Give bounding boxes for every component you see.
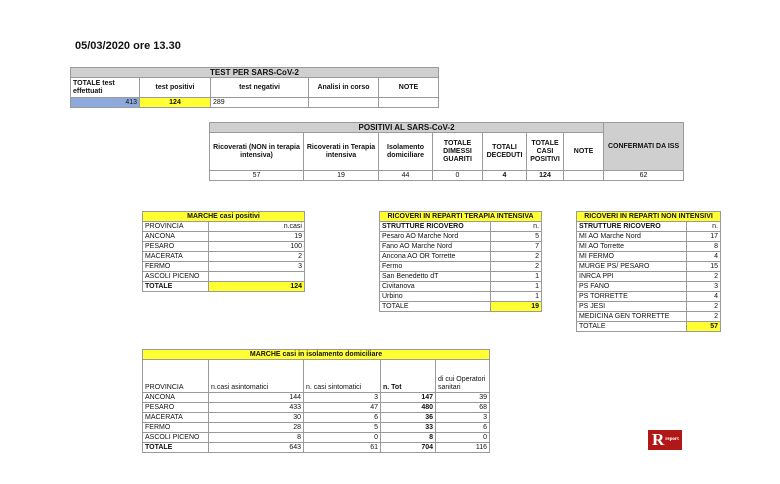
row-label: MACERATA (143, 413, 209, 423)
table-row (577, 272, 721, 282)
test-table (70, 67, 439, 108)
table-row (143, 413, 490, 423)
cell: 30 (209, 413, 304, 423)
row-label: ASCOLI PICENO (143, 433, 209, 443)
value-confermati-iss: 62 (604, 171, 684, 181)
cell: 6 (304, 413, 381, 423)
total-label: TOTALE (143, 443, 209, 453)
table-row (577, 282, 721, 292)
row-label: PESARO (143, 403, 209, 413)
total-label: TOTALE (143, 282, 209, 292)
isolamento-header-provincia: PROVINCIA (143, 360, 209, 393)
total-value: 124 (209, 282, 305, 292)
cell: 3 (304, 393, 381, 403)
marche-positivi-col2: n.casi (209, 222, 305, 232)
logo-sup: report (665, 437, 679, 442)
row-label: FERMO (143, 262, 209, 272)
table-row (380, 262, 542, 272)
table-row (143, 232, 305, 242)
value-positivi-note (564, 171, 604, 181)
row-label: ASCOLI PICENO (143, 272, 209, 282)
terapia-intensiva-table (379, 211, 542, 312)
cell: 433 (209, 403, 304, 413)
total-label: TOTALE (380, 302, 491, 312)
value-deceduti: 4 (483, 171, 527, 181)
header-test-negativi: test negativi (211, 78, 309, 98)
row-label: Civitanova (380, 282, 491, 292)
table-row (380, 292, 542, 302)
cell: 8 (381, 433, 436, 443)
row-label: ANCONA (143, 393, 209, 403)
table-row (380, 272, 542, 282)
row-label: Urbino (380, 292, 491, 302)
value-totale-test: 413 (71, 98, 140, 108)
table-row (143, 242, 305, 252)
header-ricoverati-ti: Ricoverati in Terapia intensiva (304, 133, 379, 171)
cell: 0 (304, 433, 381, 443)
value-isolamento: 44 (379, 171, 433, 181)
page-title: 05/03/2020 ore 13.30 (75, 40, 181, 52)
table-row (577, 262, 721, 272)
value-ricoverati-non-ti: 57 (210, 171, 304, 181)
cell: 144 (209, 393, 304, 403)
table-row (380, 232, 542, 242)
row-label: MEDICINA GEN TORRETTE (577, 312, 687, 322)
isolamento-header-operatori: di cui Operatori sanitari (436, 360, 490, 393)
cell: 0 (436, 433, 490, 443)
cell: 5 (304, 423, 381, 433)
total-cell: 704 (381, 443, 436, 453)
header-totale-test: TOTALE test effettuati (71, 78, 140, 98)
row-value: 4 (687, 292, 721, 302)
cell: 6 (436, 423, 490, 433)
row-value: 3 (687, 282, 721, 292)
total-value: 57 (687, 322, 721, 332)
row-value: 8 (687, 242, 721, 252)
row-label: Fermo (380, 262, 491, 272)
row-label: Pesaro AO Marche Nord (380, 232, 491, 242)
cell: 480 (381, 403, 436, 413)
value-analisi-in-corso (309, 98, 379, 108)
header-dimessi-guariti: TOTALE DIMESSI GUARITI (433, 133, 483, 171)
non-intensivi-table (576, 211, 721, 332)
isolamento-table (142, 349, 490, 453)
value-test-negativi: 289 (211, 98, 309, 108)
isolamento-header-asintomatici: n.casi asintomatici (209, 360, 304, 393)
value-totale-positivi: 124 (527, 171, 564, 181)
header-confermati-iss: CONFERMATI DA ISS (604, 123, 684, 171)
table-row (577, 292, 721, 302)
row-value: 4 (687, 252, 721, 262)
row-label: PS TORRETTE (577, 292, 687, 302)
row-label: MACERATA (143, 252, 209, 262)
terapia-intensiva-title: RICOVERI IN REPARTI TERAPIA INTENSIVA (380, 212, 542, 222)
row-value: 2 (687, 272, 721, 282)
header-note: NOTE (379, 78, 439, 98)
table-row (577, 312, 721, 322)
isolamento-header-tot: n. Tot (381, 360, 436, 393)
table-row (143, 423, 490, 433)
header-totale-positivi: TOTALE CASI POSITIVI (527, 133, 564, 171)
row-value: 19 (209, 232, 305, 242)
row-label: PS FANO (577, 282, 687, 292)
header-isolamento: Isolamento domiciliare (379, 133, 433, 171)
row-value: 17 (687, 232, 721, 242)
cell: 47 (304, 403, 381, 413)
table-row (143, 403, 490, 413)
row-value: 2 (687, 302, 721, 312)
row-label: PS JESI (577, 302, 687, 312)
table-row (143, 262, 305, 272)
table-row (380, 282, 542, 292)
cell: 39 (436, 393, 490, 403)
value-test-positivi: 124 (140, 98, 211, 108)
isolamento-title: MARCHE casi in isolamento domiciliare (143, 350, 490, 360)
total-cell: 643 (209, 443, 304, 453)
table-row (143, 433, 490, 443)
total-label: TOTALE (577, 322, 687, 332)
positivi-table (209, 122, 684, 181)
header-test-positivi: test positivi (140, 78, 211, 98)
row-label: MI AO Marche Nord (577, 232, 687, 242)
row-value (209, 272, 305, 282)
table-row (577, 232, 721, 242)
cell: 36 (381, 413, 436, 423)
value-ricoverati-ti: 19 (304, 171, 379, 181)
marche-positivi-col1: PROVINCIA (143, 222, 209, 232)
table-row (577, 242, 721, 252)
total-value: 19 (491, 302, 542, 312)
table-row (143, 272, 305, 282)
row-value: 1 (491, 292, 542, 302)
row-label: FERMO (143, 423, 209, 433)
header-ricoverati-non-ti: Ricoverati (NON in terapia intensiva) (210, 133, 304, 171)
row-value: 15 (687, 262, 721, 272)
row-value: 1 (491, 272, 542, 282)
table-row (380, 252, 542, 262)
row-value: 2 (687, 312, 721, 322)
row-value: 100 (209, 242, 305, 252)
logo-letter: R (652, 430, 665, 449)
row-value: 5 (491, 232, 542, 242)
header-deceduti: TOTALI DECEDUTI (483, 133, 527, 171)
row-label: PESARO (143, 242, 209, 252)
row-label: MURGE PS/ PESARO (577, 262, 687, 272)
cell: 28 (209, 423, 304, 433)
positivi-table-title: POSITIVI AL SARS-CoV-2 (210, 123, 604, 133)
table-row (380, 242, 542, 252)
table-row (577, 252, 721, 262)
cell: 33 (381, 423, 436, 433)
row-value: 2 (491, 262, 542, 272)
header-analisi-in-corso: Analisi in corso (309, 78, 379, 98)
marche-positivi-title: MARCHE casi positivi (143, 212, 305, 222)
total-cell: 61 (304, 443, 381, 453)
row-label: Ancona AO OR Torrette (380, 252, 491, 262)
cell: 8 (209, 433, 304, 443)
row-label: INRCA PPI (577, 272, 687, 282)
total-cell: 116 (436, 443, 490, 453)
value-note (379, 98, 439, 108)
logo (648, 430, 682, 450)
test-table-title: TEST PER SARS-CoV-2 (71, 68, 439, 78)
row-label: San Benedetto dT (380, 272, 491, 282)
table-row (143, 393, 490, 403)
row-label: MI FERMO (577, 252, 687, 262)
table-row (143, 252, 305, 262)
non-intensivi-title: RICOVERI IN REPARTI NON INTENSIVI (577, 212, 721, 222)
row-value: 7 (491, 242, 542, 252)
non-intensivi-col2: n. (687, 222, 721, 232)
row-label: Fano AO Marche Nord (380, 242, 491, 252)
marche-positivi-table (142, 211, 305, 292)
terapia-intensiva-col2: n. (491, 222, 542, 232)
cell: 147 (381, 393, 436, 403)
row-value: 1 (491, 282, 542, 292)
terapia-intensiva-col1: STRUTTURE RICOVERO (380, 222, 491, 232)
row-value: 3 (209, 262, 305, 272)
header-positivi-note: NOTE (564, 133, 604, 171)
cell: 68 (436, 403, 490, 413)
value-dimessi-guariti: 0 (433, 171, 483, 181)
table-row (577, 302, 721, 312)
row-value: 2 (209, 252, 305, 262)
table-row-total (143, 443, 490, 453)
row-label: MI AO Torrette (577, 242, 687, 252)
cell: 3 (436, 413, 490, 423)
row-value: 2 (491, 252, 542, 262)
isolamento-header-sintomatici: n. casi sintomatici (304, 360, 381, 393)
row-label: ANCONA (143, 232, 209, 242)
non-intensivi-col1: STRUTTURE RICOVERO (577, 222, 687, 232)
